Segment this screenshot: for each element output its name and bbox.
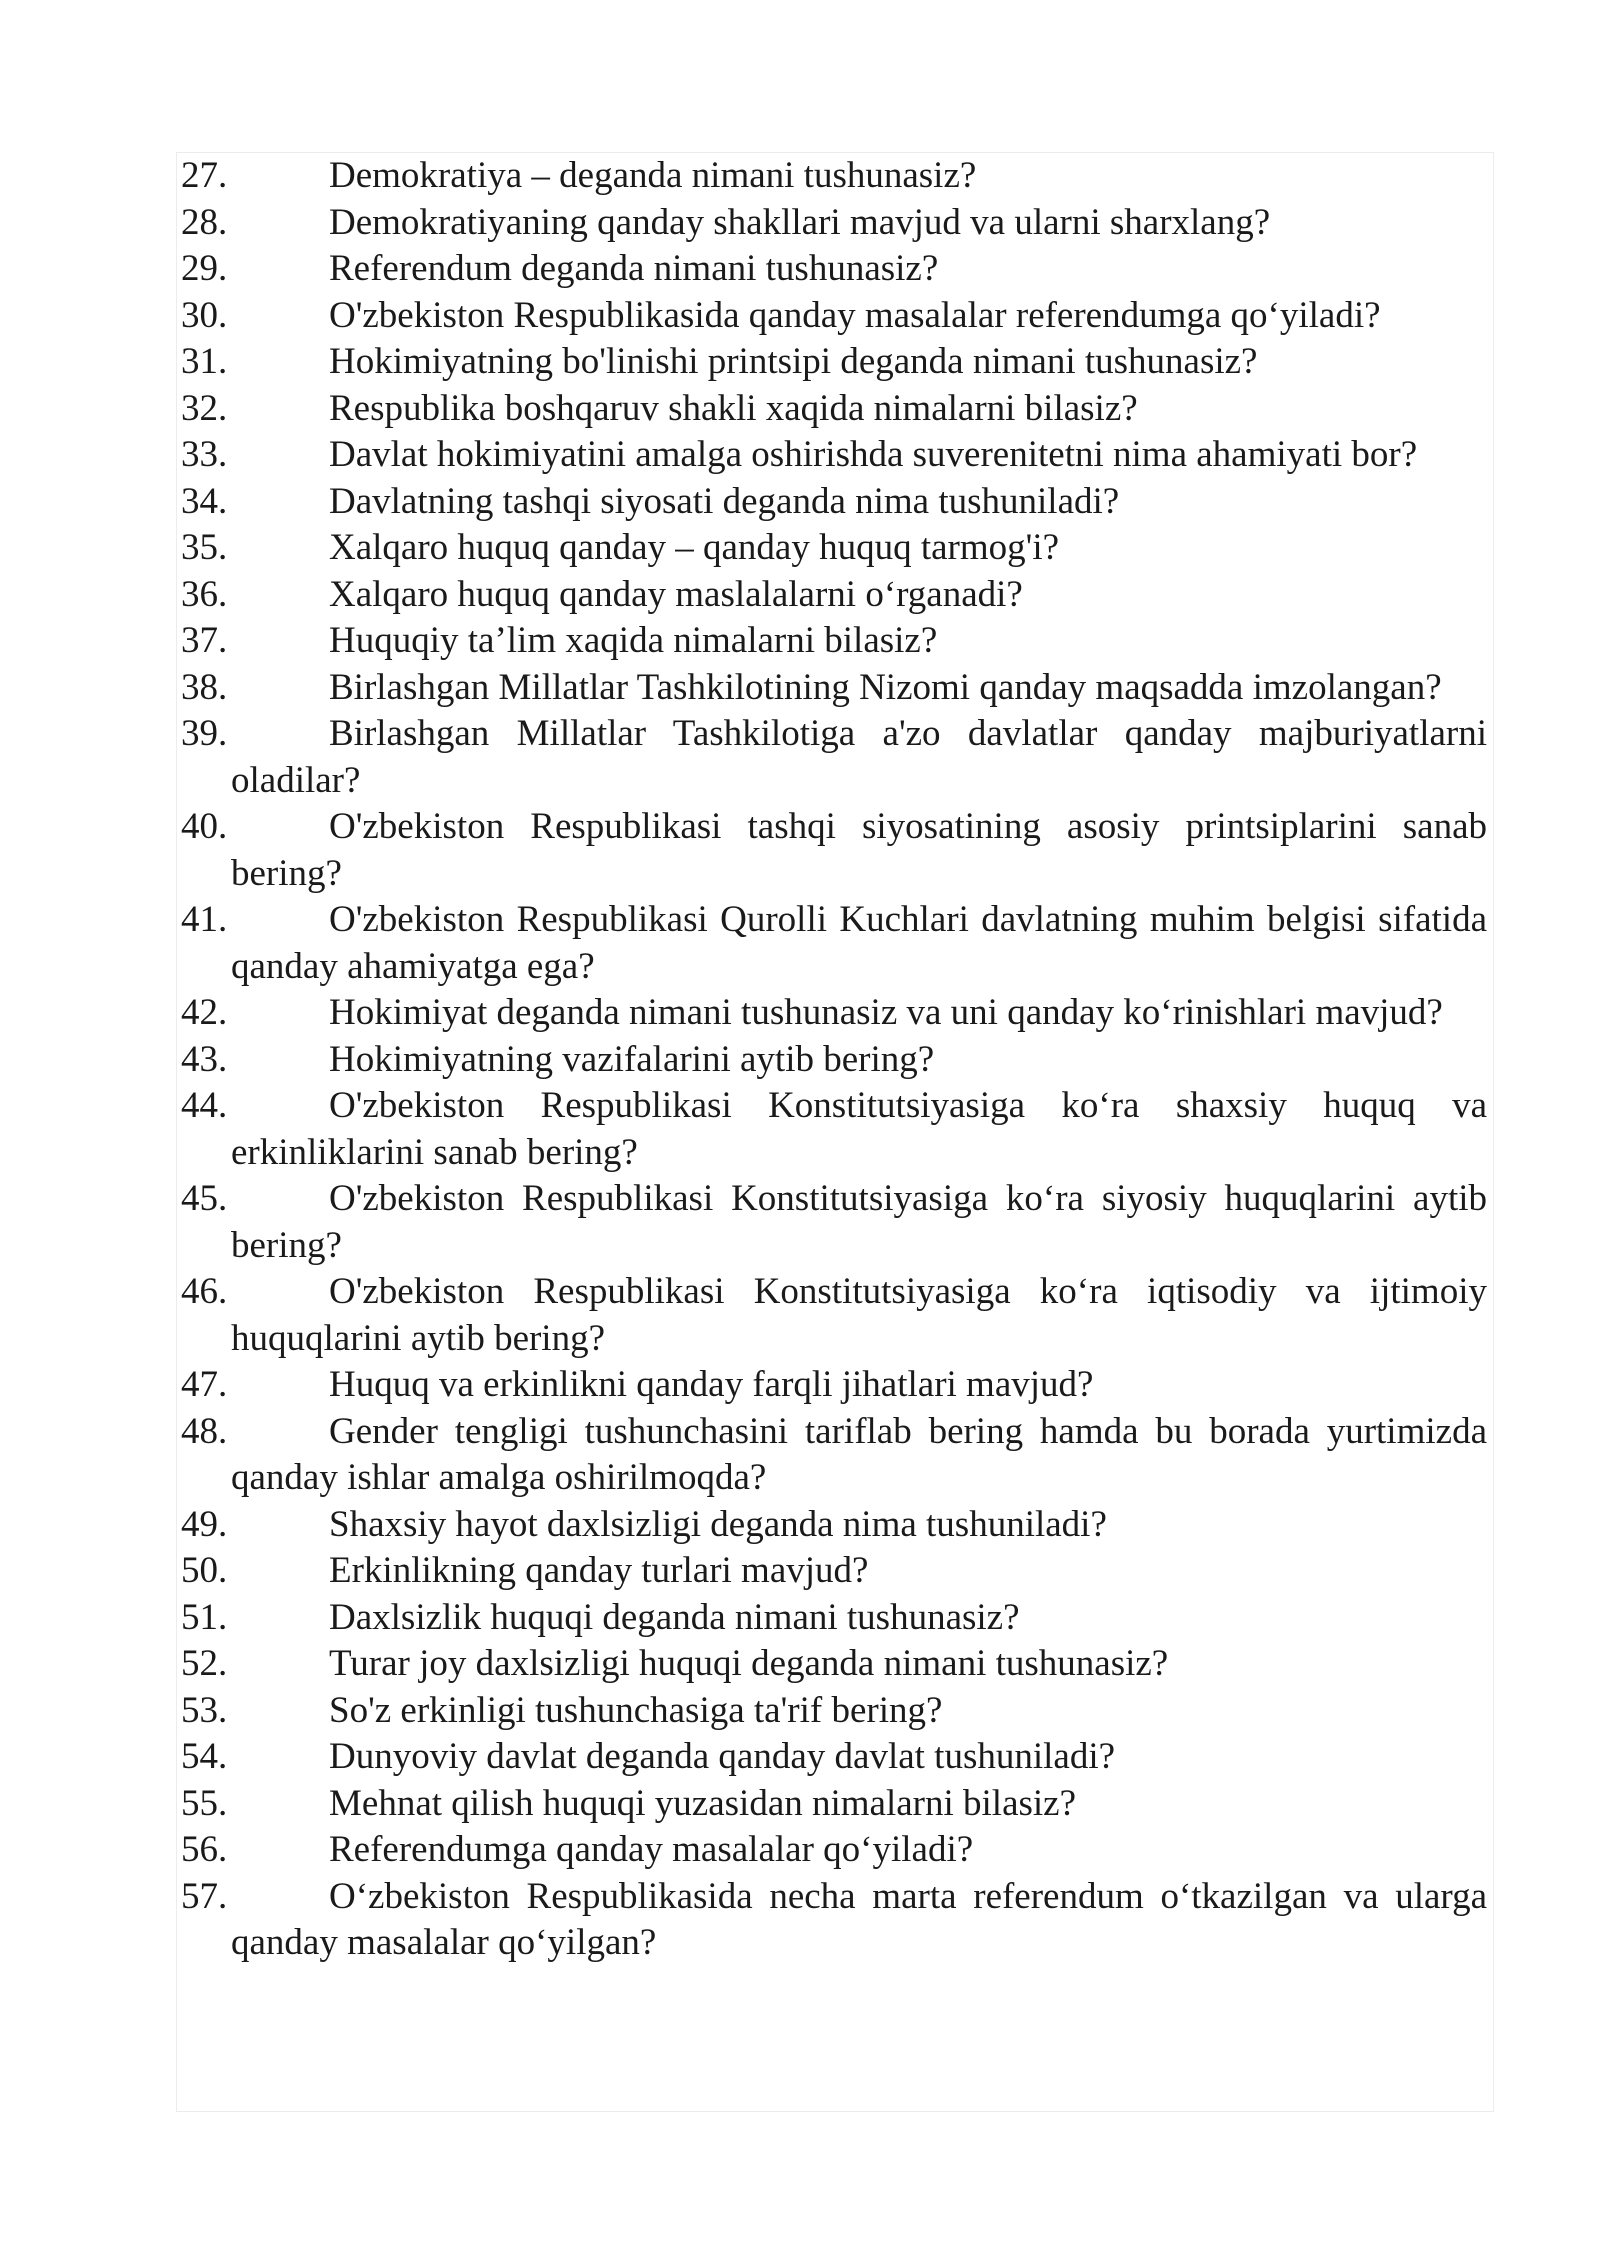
question-number: 30. (181, 294, 228, 336)
question-number: 42. (181, 992, 228, 1033)
question-number: 47. (181, 1364, 228, 1405)
question-item (181, 339, 1487, 386)
question-text: Dunyoviy davlat deganda qanday davlat tushuniladi? (329, 1736, 1116, 1777)
question-text: Huquq va erkinlikni qanday farqli jihatlari mavjud? (329, 1364, 1094, 1405)
question-number: 40. (181, 806, 228, 847)
question-item (181, 1874, 1487, 1967)
question-text: Erkinlikning qanday turlari mavjud? (329, 1550, 869, 1591)
question-number: 38. (181, 666, 228, 708)
question-number: 31. (181, 341, 228, 382)
question-item (181, 479, 1487, 526)
question-number: 44. (181, 1085, 228, 1126)
question-number: 53. (181, 1689, 228, 1731)
question-text: Shaxsiy hayot daxlsizligi deganda nima tushuniladi? (329, 1503, 1107, 1545)
question-text: Demokratiya – deganda nimani tushunasiz? (329, 155, 977, 196)
question-item (181, 1827, 1487, 1874)
question-text: Hokimiyat deganda nimani tushunasiz va uni qanday ko‘rinishlari mavjud? (329, 992, 1443, 1033)
question-item (181, 804, 1487, 897)
question-number: 36. (181, 573, 228, 615)
question-item (181, 1083, 1487, 1176)
question-item (181, 200, 1487, 247)
question-item (181, 665, 1487, 712)
question-text: Referendumga qanday masalalar qo‘yiladi? (329, 1829, 974, 1870)
question-text: O'zbekiston Respublikasi Konstitutsiyasiga ko‘ra iqtisodiy va ijtimoiy huquqlarini aytib bering? (231, 1271, 1487, 1359)
question-text: O'zbekiston Respublikasi Konstitutsiyasiga ko‘ra siyosiy huquqlarini aytib bering? (231, 1178, 1487, 1266)
question-text: Birlashgan Millatlar Tashkilotining Nizomi qanday maqsadda imzolangan? (329, 666, 1442, 708)
question-item (181, 618, 1487, 665)
question-item (181, 711, 1487, 804)
question-text: Hokimiyatning bo'linishi printsipi deganda nimani tushunasiz? (329, 341, 1258, 382)
question-number: 45. (181, 1178, 228, 1219)
question-text: Hokimiyatning vazifalarini aytib bering? (329, 1038, 935, 1080)
question-text: Demokratiyaning qanday shakllari mavjud va ularni sharxlang? (329, 201, 1271, 243)
question-text: O‘zbekiston Respublikasida necha marta referendum o‘tkazilgan va ularga qanday masalalar qo‘yilgan? (231, 1875, 1487, 1963)
question-number: 34. (181, 480, 228, 522)
question-item (181, 1734, 1487, 1781)
question-item (181, 1502, 1487, 1549)
question-number: 56. (181, 1829, 228, 1870)
question-item (181, 1548, 1487, 1595)
question-text: Xalqaro huquq qanday maslalalarni o‘rganadi? (329, 573, 1023, 615)
question-text: So'z erkinligi tushunchasiga ta'rif bering? (329, 1689, 943, 1731)
question-number: 33. (181, 434, 228, 475)
question-number: 52. (181, 1643, 228, 1684)
question-item (181, 572, 1487, 619)
question-item (181, 1595, 1487, 1642)
question-text: Xalqaro huquq qanday – qanday huquq tarmog'i? (329, 527, 1060, 568)
question-text: Davlatning tashqi siyosati deganda nima tushuniladi? (329, 480, 1120, 522)
question-number: 51. (181, 1596, 228, 1638)
question-list (176, 152, 1494, 2112)
question-text: Gender tengligi tushunchasini tariflab bering hamda bu borada yurtimizda qanday ishlar amalga oshirilmoqda? (231, 1410, 1487, 1498)
question-text: Davlat hokimiyatini amalga oshirishda suverenitetni nima ahamiyati bor? (329, 434, 1418, 475)
question-number: 55. (181, 1782, 228, 1824)
question-number: 46. (181, 1271, 228, 1312)
question-item (181, 525, 1487, 572)
question-text: Turar joy daxlsizligi huquqi deganda nimani tushunasiz? (329, 1643, 1169, 1684)
question-number: 28. (181, 201, 228, 243)
question-item (181, 897, 1487, 990)
question-text: Huquqiy ta’lim xaqida nimalarni bilasiz? (329, 620, 938, 661)
question-item (181, 293, 1487, 340)
question-item (181, 1781, 1487, 1828)
question-item (181, 1362, 1487, 1409)
question-item (181, 1176, 1487, 1269)
question-item (181, 386, 1487, 433)
question-text: O'zbekiston Respublikasi tashqi siyosatining asosiy printsiplarini sanab bering? (231, 806, 1487, 894)
question-text: Daxlsizlik huquqi deganda nimani tushunasiz? (329, 1596, 1020, 1638)
question-number: 50. (181, 1550, 228, 1591)
question-number: 43. (181, 1038, 228, 1080)
question-item (181, 153, 1487, 200)
question-number: 37. (181, 620, 228, 661)
question-text: O'zbekiston Respublikasida qanday masalalar referendumga qo‘yiladi? (329, 294, 1381, 336)
question-item (181, 990, 1487, 1037)
question-number: 27. (181, 155, 228, 196)
question-item (181, 1269, 1487, 1362)
question-item (181, 1409, 1487, 1502)
question-number: 54. (181, 1736, 228, 1777)
question-number: 32. (181, 387, 228, 429)
question-number: 41. (181, 899, 228, 940)
question-number: 35. (181, 527, 228, 568)
question-item (181, 432, 1487, 479)
question-text: O'zbekiston Respublikasi Qurolli Kuchlari davlatning muhim belgisi sifatida qanday ahamiyatga ega? (231, 899, 1487, 987)
question-number: 57. (181, 1875, 228, 1917)
question-number: 39. (181, 713, 228, 754)
question-text: Respublika boshqaruv shakli xaqida nimalarni bilasiz? (329, 387, 1138, 429)
question-item (181, 1641, 1487, 1688)
question-text: O'zbekiston Respublikasi Konstitutsiyasiga ko‘ra shaxsiy huquq va erkinliklarini sanab bering? (231, 1085, 1487, 1173)
question-item (181, 246, 1487, 293)
question-item (181, 1037, 1487, 1084)
question-number: 49. (181, 1503, 228, 1545)
question-number: 48. (181, 1410, 228, 1452)
question-item (181, 1688, 1487, 1735)
question-number: 29. (181, 248, 228, 289)
question-text: Mehnat qilish huquqi yuzasidan nimalarni bilasiz? (329, 1782, 1077, 1824)
question-text: Birlashgan Millatlar Tashkilotiga a'zo davlatlar qanday majburiyatlarni oladilar? (231, 713, 1487, 801)
question-text: Referendum deganda nimani tushunasiz? (329, 248, 939, 289)
